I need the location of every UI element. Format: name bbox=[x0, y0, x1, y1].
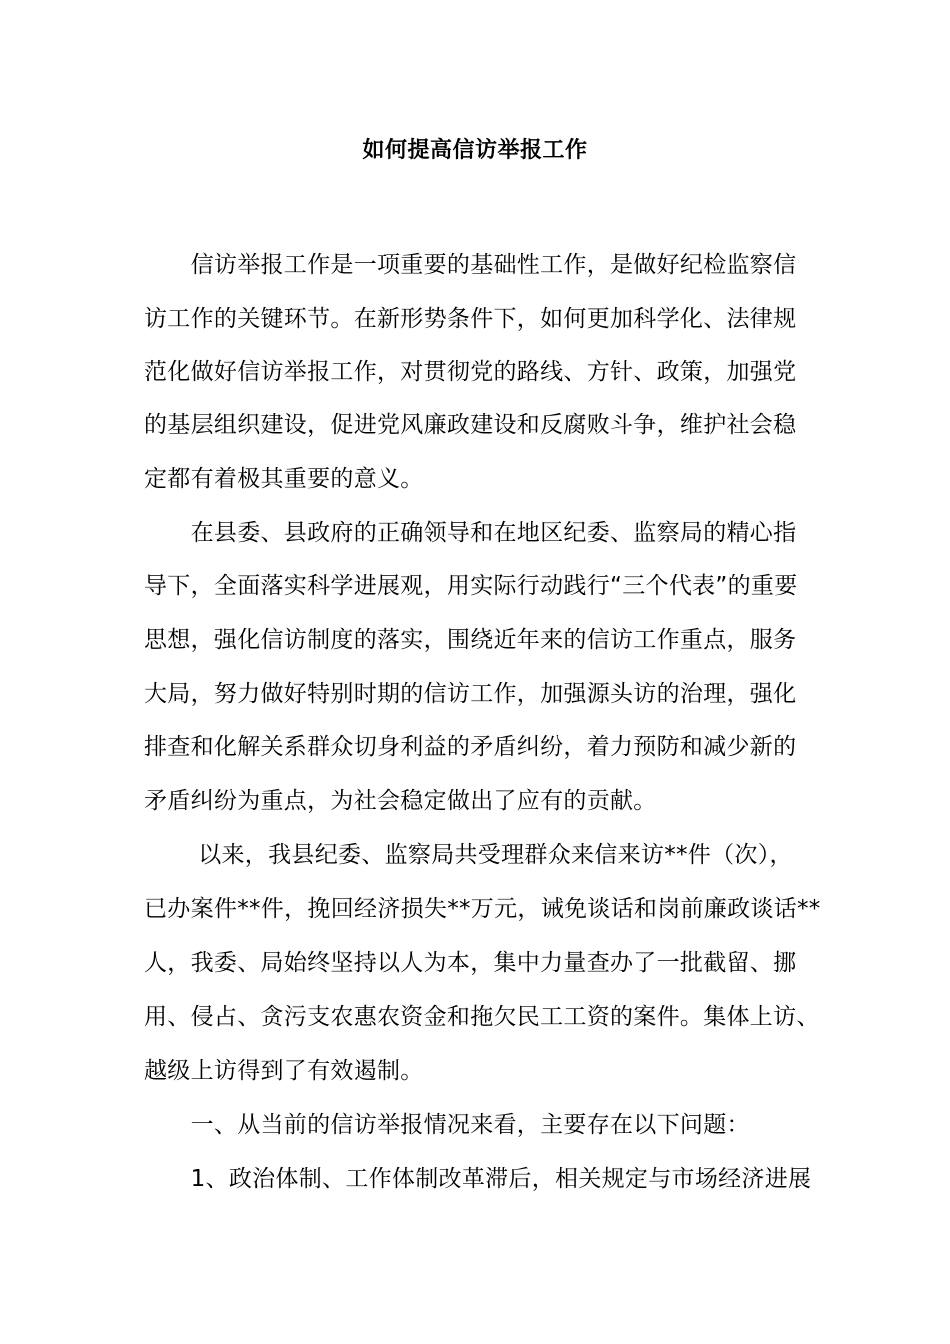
paragraph-3-line-5: 越级上访得到了有效遏制。 bbox=[144, 1058, 424, 1084]
paragraph-1-line-2: 访工作的关键环节。在新形势条件下，如何更加科学化、法律规 bbox=[144, 306, 797, 332]
paragraph-3-line-4: 用、侵占、贪污支农惠农资金和拖欠民工工资的案件。集体上访、 bbox=[144, 1004, 820, 1030]
paragraph-1-line-5: 定都有着极其重要的意义。 bbox=[144, 466, 424, 492]
section-1-item-1-line-1: 1、政治体制、工作体制改革滞后，相关规定与市场经济进展 bbox=[144, 1166, 812, 1192]
paragraph-2-line-2: 导下，全面落实科学进展观，用实际行动践行“三个代表”的重要 bbox=[144, 573, 798, 599]
paragraph-2-line-1: 在县委、县政府的正确领导和在地区纪委、监察局的精心指 bbox=[144, 520, 797, 546]
document-title: 如何提高信访举报工作 bbox=[362, 138, 588, 163]
paragraph-1-line-1: 信访举报工作是一项重要的基础性工作，是做好纪检监察信 bbox=[144, 252, 797, 278]
paragraph-2-line-5: 排查和化解关系群众切身利益的矛盾纠纷，着力预防和减少新的 bbox=[144, 734, 797, 760]
paragraph-2-line-4: 大局，努力做好特别时期的信访工作，加强源头访的治理，强化 bbox=[144, 681, 797, 707]
paragraph-3-line-3: 人，我委、局始终坚持以人为本，集中力量查办了一批截留、挪 bbox=[144, 950, 797, 976]
section-1-heading: 一、从当前的信访举报情况来看，主要存在以下问题： bbox=[144, 1112, 750, 1138]
paragraph-1-line-4: 的基层组织建设，促进党风廉政建设和反腐败斗争，维护社会稳 bbox=[144, 412, 797, 438]
paragraph-2-line-3: 思想，强化信访制度的落实，围绕近年来的信访工作重点，服务 bbox=[144, 627, 797, 653]
paragraph-2-line-6: 矛盾纠纷为重点，为社会稳定做出了应有的贡献。 bbox=[144, 788, 657, 814]
paragraph-1-line-3: 范化做好信访举报工作，对贯彻党的路线、方针、政策，加强党 bbox=[144, 359, 797, 385]
paragraph-3-line-2: 已办案件**件，挽回经济损失**万元，诫免谈话和岗前廉政谈话** bbox=[144, 896, 821, 922]
paragraph-3-line-1: 以来，我县纪委、监察局共受理群众来信来访**件（次）， bbox=[144, 842, 793, 868]
